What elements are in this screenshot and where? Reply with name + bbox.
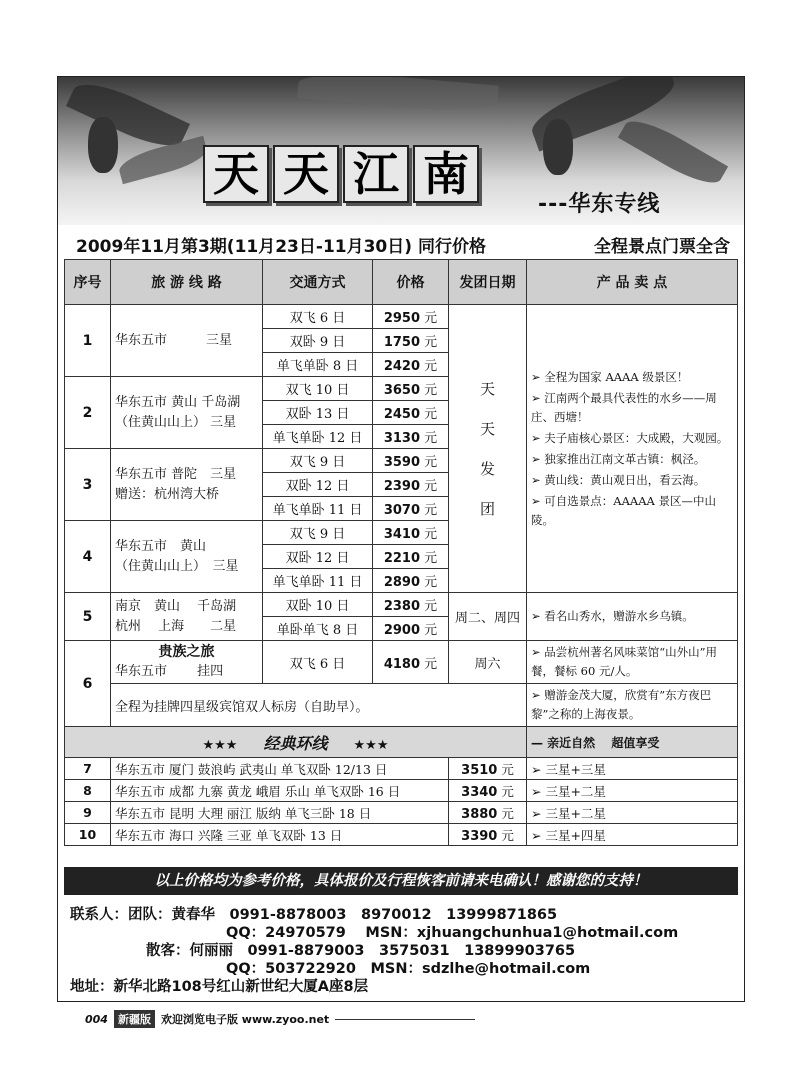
transport-cell: 双卧 10 日 <box>263 593 373 617</box>
edition-badge: 新疆版 <box>114 1010 155 1028</box>
row-number: 2 <box>65 377 111 449</box>
price-cell: 1750 元 <box>373 329 449 353</box>
features-cell: ➢ 品尝杭州著名风味菜馆“山外山”用餐，餐标 60 元/人。 <box>527 641 738 684</box>
feature-item: ➢ 夫子庙核心景区：大成殿，大观园。 <box>531 430 729 445</box>
title-char: 南 <box>413 145 479 203</box>
classic-title-cell: ★★★ 经典环线 ★★★ <box>65 727 527 758</box>
transport-cell: 单卧单飞 8 日 <box>263 617 373 641</box>
price-table <box>64 259 738 846</box>
star-cell: ➢ 三星+四星 <box>527 824 738 846</box>
transport-cell: 双飞 10 日 <box>263 377 373 401</box>
table-row <box>65 641 738 684</box>
table-row <box>65 593 738 617</box>
row-number: 6 <box>65 641 111 727</box>
route-cell: 华东五市 普陀 三星 赠送：杭州湾大桥 <box>111 449 263 521</box>
features-cell: ➢ 赠游金茂大厦，欣赏有”东方夜巴黎”之称的上海夜景。 <box>527 684 738 727</box>
title-char: 天 <box>203 145 269 203</box>
price-cell: 2390 元 <box>373 473 449 497</box>
transport-cell: 双卧 13 日 <box>263 401 373 425</box>
title-char: 天 <box>273 145 339 203</box>
table-row <box>65 824 738 846</box>
page-number: 004 <box>85 1012 108 1026</box>
subtitle: ---华东专线 <box>538 192 661 217</box>
leaf-decoration <box>297 77 499 116</box>
table-row <box>65 684 738 727</box>
price-cell: 2420 元 <box>373 353 449 377</box>
route-cell: 华东五市 海口 兴隆 三亚 单飞双卧 13 日 <box>111 824 449 846</box>
footer-rule <box>335 1019 475 1020</box>
header-cell: 序号 <box>65 260 111 305</box>
row-number: 8 <box>65 780 111 802</box>
price-cell: 3510 元 <box>449 758 527 780</box>
price-cell: 3340 元 <box>449 780 527 802</box>
header-banner <box>58 77 744 225</box>
notice-banner: 以上价格均为参考价格，具体报价及行程恢客前请来电确认！感谢您的支持！ <box>64 867 738 895</box>
route-cell: 华东五市 昆明 大理 丽江 版纳 单飞三卧 18 日 <box>111 802 449 824</box>
gourd-decoration <box>543 119 573 175</box>
transport-cell: 单飞单卧 12 日 <box>263 425 373 449</box>
star-cell: ➢ 三星+二星 <box>527 802 738 824</box>
route-cell: 南京 黄山 千岛湖 杭州 上海 二星 <box>111 593 263 641</box>
row-number: 9 <box>65 802 111 824</box>
departure-cell: 周二、周四 <box>449 593 527 641</box>
route-cell: 华东五市 黄山 千岛湖 （住黄山山上） 三星 <box>111 377 263 449</box>
price-cell: 3070 元 <box>373 497 449 521</box>
feature-item: ➢ 黄山线：黄山观日出，看云海。 <box>531 472 706 487</box>
gourd-decoration <box>88 117 118 173</box>
price-cell: 2950 元 <box>373 305 449 329</box>
price-cell: 2380 元 <box>373 593 449 617</box>
table-row <box>65 305 738 329</box>
price-cell: 2890 元 <box>373 569 449 593</box>
feature-item: ➢ 江南两个最具代表性的水乡——周庄、西塘！ <box>531 390 717 424</box>
price-cell: 3410 元 <box>373 521 449 545</box>
transport-cell: 双飞 9 日 <box>263 521 373 545</box>
transport-cell: 单飞单卧 8 日 <box>263 353 373 377</box>
header-cell: 产 品 卖 点 <box>527 260 738 305</box>
price-cell: 2900 元 <box>373 617 449 641</box>
contact-individual-qq: QQ：503722920 MSN：sdzlhe@hotmail.com <box>226 961 591 977</box>
contact-team: 联系人：团队：黄春华 0991-8878003 8970012 13999871865 <box>70 907 558 923</box>
footer-text: 欢迎浏览电子版 www.zyoo.net <box>160 1013 330 1026</box>
route-cell: 华东五市 厦门 鼓浪屿 武夷山 单飞双卧 12/13 日 <box>111 758 449 780</box>
row-number: 7 <box>65 758 111 780</box>
address: 地址：新华北路108号红山新世纪大厦A座8层 <box>70 979 369 995</box>
header-cell: 发团日期 <box>449 260 527 305</box>
transport-cell: 双飞 6 日 <box>263 305 373 329</box>
contact-individual: 散客：何丽丽 0991-8879003 3575031 13899903765 <box>146 943 576 959</box>
table-row <box>65 780 738 802</box>
classic-tagline: — 亲近自然 超值享受 <box>527 727 738 758</box>
departure-daily: 天 天 发 团 <box>449 305 527 593</box>
feature-item: ➢ 全程为国家 AAAA 级景区！ <box>531 369 689 384</box>
star-cell: ➢ 三星+三星 <box>527 758 738 780</box>
price-cell: 3880 元 <box>449 802 527 824</box>
row-number: 4 <box>65 521 111 593</box>
issue-right: 全程景点门票全含 <box>594 237 730 257</box>
price-cell: 4180 元 <box>373 641 449 684</box>
route-cell: 华东五市 三星 <box>111 305 263 377</box>
table-header <box>65 260 738 305</box>
features-cell: ➢ 看名山秀水，赠游水乡乌镇。 <box>527 593 738 641</box>
star-cell: ➢ 三星+二星 <box>527 780 738 802</box>
title-char: 江 <box>343 145 409 203</box>
transport-cell: 单飞单卧 11 日 <box>263 569 373 593</box>
transport-cell: 双飞 9 日 <box>263 449 373 473</box>
header-cell: 旅 游 线 路 <box>111 260 263 305</box>
hotel-note: 全程为挂牌四星级宾馆双人标房（自助早）。 <box>111 684 527 727</box>
price-cell: 2450 元 <box>373 401 449 425</box>
header-cell: 交通方式 <box>263 260 373 305</box>
route-cell: 贵族之旅 华东五市 挂四 <box>111 641 263 684</box>
transport-cell: 双卧 12 日 <box>263 473 373 497</box>
contact-team-qq: QQ：24970579 MSN：xjhuangchunhua1@hotmail.com <box>226 925 679 941</box>
page-title <box>203 145 479 203</box>
page-sheet <box>57 76 745 1002</box>
transport-cell: 双卧 12 日 <box>263 545 373 569</box>
header-cell: 价格 <box>373 260 449 305</box>
price-cell: 3650 元 <box>373 377 449 401</box>
departure-cell: 周六 <box>449 641 527 684</box>
route-cell: 华东五市 成都 九寨 黄龙 峨眉 乐山 单飞双卧 16 日 <box>111 780 449 802</box>
route-cell: 华东五市 黄山 （住黄山山上） 三星 <box>111 521 263 593</box>
feature-item: ➢ 独家推出江南文革古镇：枫泾。 <box>531 451 706 466</box>
row-number: 3 <box>65 449 111 521</box>
row-number: 1 <box>65 305 111 377</box>
feature-item: ➢ 可自选景点：AAAAA 景区—中山陵。 <box>531 493 716 527</box>
luxury-tag: 贵族之旅 <box>158 644 215 660</box>
price-cell: 3130 元 <box>373 425 449 449</box>
table-row <box>65 758 738 780</box>
classic-header <box>65 727 738 758</box>
transport-cell: 双卧 9 日 <box>263 329 373 353</box>
transport-cell: 双飞 6 日 <box>263 641 373 684</box>
transport-cell: 单飞单卧 11 日 <box>263 497 373 521</box>
row-number: 10 <box>65 824 111 846</box>
leaf-decoration <box>618 112 728 193</box>
row-number: 5 <box>65 593 111 641</box>
features-cell <box>527 305 738 593</box>
issue-line: 2009年11月第3期(11月23日-11月30日) 同行价格 <box>76 237 486 257</box>
price-cell: 2210 元 <box>373 545 449 569</box>
price-cell: 3590 元 <box>373 449 449 473</box>
price-cell: 3390 元 <box>449 824 527 846</box>
table-row <box>65 802 738 824</box>
page-footer <box>85 1010 475 1028</box>
